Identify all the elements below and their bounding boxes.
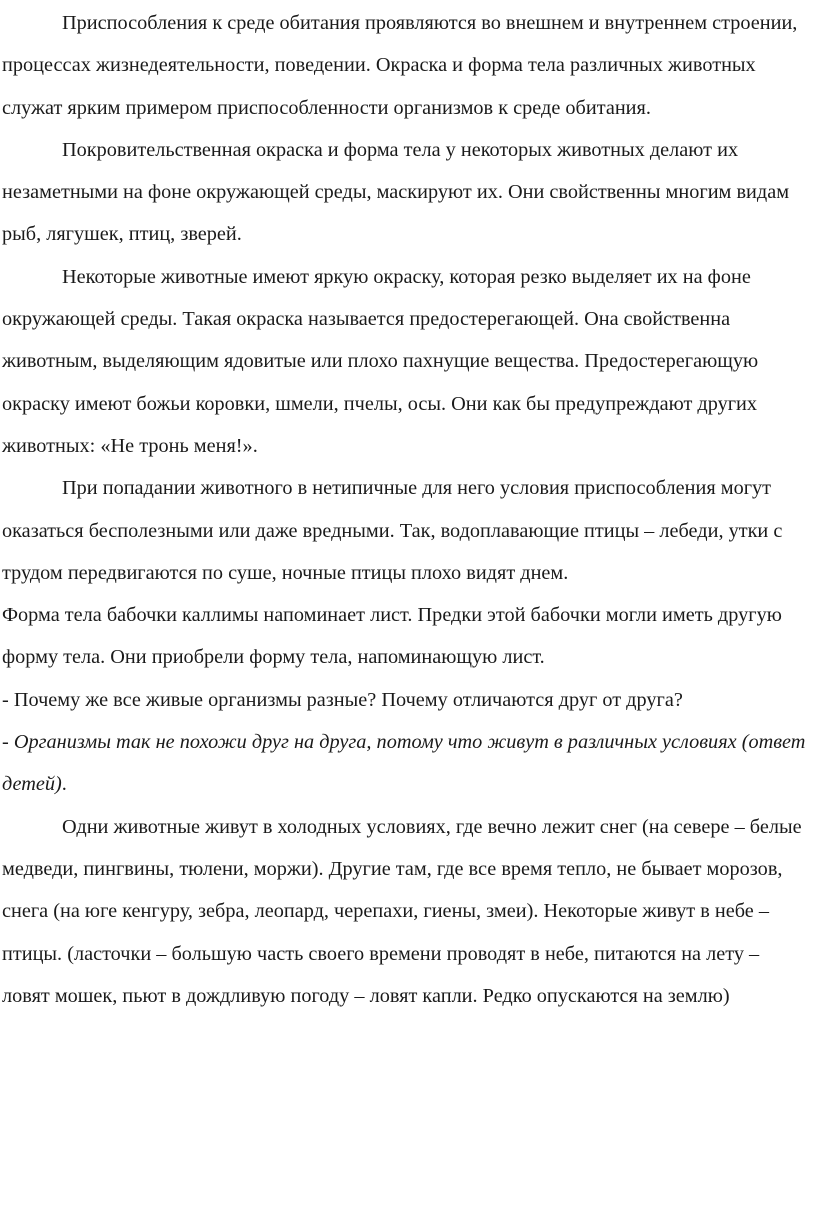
- paragraph-warning-coloring: Некоторые животные имеют яркую окраску, которая резко выделяет их на фоне окружающей среды. Такая окраска называется предостерегающей. Она свойственна животным, выделяющим ядовитые или плохо пахнущие вещества. Предостерегающую окраску имеют божьи коровки, шмели, пчелы, осы. Они как бы предупреждают других животных: «Не тронь меня!».: [2, 265, 759, 457]
- paragraph-living-conditions: Одни животные живут в холодных условиях, где вечно лежит снег (на севере – белые медведи, пингвины, тюлени, моржи). Другие там, где все время тепло, не бывает морозов, снега (на юге кенгуру, зебра, леопард, черепахи, гиены, змеи). Некоторые живут в небе – птицы. (ласточки – большую часть своего времени проводят в небе, питаются на лету – ловят мошек, пьют в дождливую погоду – ловят капли. Редко опускаются на землю): [2, 815, 802, 1007]
- answer-period: .: [61, 773, 67, 796]
- answer-dash: -: [2, 731, 14, 754]
- paragraph-children-answer: [2, 721, 812, 806]
- paragraph-atypical-conditions: При попадании животного в нетипичные для него условия приспособления могут оказаться бесполезными или даже вредными. Так, водоплавающие птицы – лебеди, утки с трудом передвигаются по суше, ночные птицы плохо видят днем.: [2, 477, 783, 584]
- paragraph-question: - Почему же все живые организмы разные? Почему отличаются друг от друга?: [2, 688, 683, 711]
- paragraph-adaptations-intro: Приспособления к среде обитания проявляются во внешнем и внутреннем строении, процессах жизнедеятельности, поведении. Окраска и форма тела различных животных служат ярким примером приспособленности организмов к среде обитания.: [2, 12, 798, 119]
- paragraph-kallima-butterfly: Форма тела бабочки каллимы напоминает лист. Предки этой бабочки могли иметь другую форму тела. Они приобрели форму тела, напоминающую лист.: [2, 604, 782, 669]
- answer-text: Организмы так не похожи друг на друга, потому что живут в различных условиях (ответ детей): [2, 731, 806, 796]
- paragraph-protective-coloring: Покровительственная окраска и форма тела у некоторых животных делают их незаметными на фоне окружающей среды, маскируют их. Они свойственны многим видам рыб, лягушек, птиц, зверей.: [2, 138, 790, 246]
